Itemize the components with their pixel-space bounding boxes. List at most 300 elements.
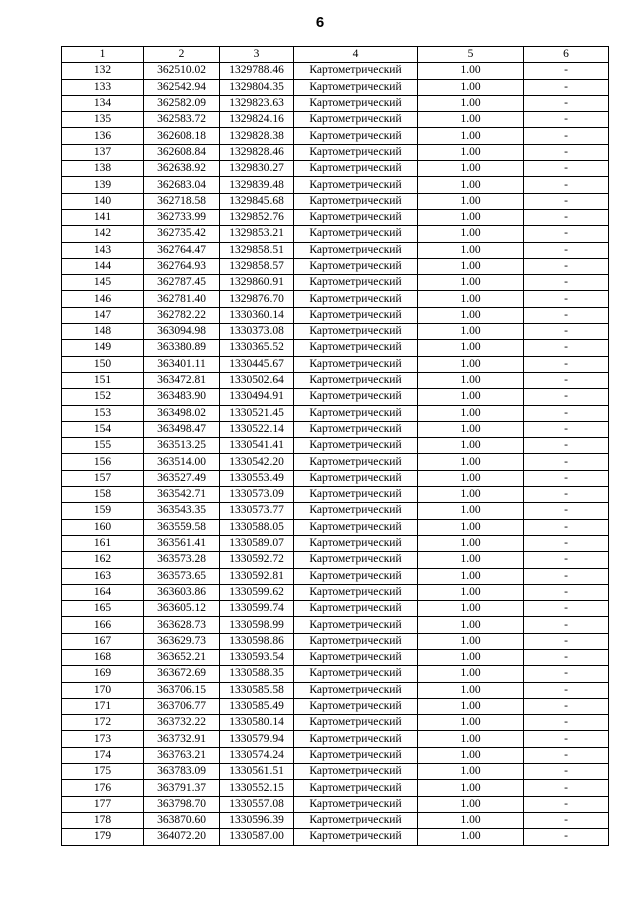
table-row: [62, 747, 609, 763]
table-row: [62, 568, 609, 584]
table-row: [62, 535, 609, 551]
table-row: [62, 715, 609, 731]
point-number-cell: 168: [62, 649, 144, 665]
x-coordinate-cell: 363763.21: [144, 747, 220, 763]
point-number-cell: 159: [62, 503, 144, 519]
y-coordinate-cell: 1329858.51: [220, 242, 294, 258]
table-row: [62, 161, 609, 177]
method-cell: Картометрический: [294, 389, 418, 405]
table-row: [62, 454, 609, 470]
table-header-row: [62, 47, 609, 63]
coordinates-table: [61, 46, 609, 846]
x-coordinate-cell: 362683.04: [144, 177, 220, 193]
accuracy-cell: 1.00: [418, 454, 524, 470]
point-number-cell: 161: [62, 535, 144, 551]
note-cell: -: [524, 568, 609, 584]
point-number-cell: 141: [62, 209, 144, 225]
y-coordinate-cell: 1330522.14: [220, 421, 294, 437]
note-cell: -: [524, 519, 609, 535]
x-coordinate-cell: 363483.90: [144, 389, 220, 405]
accuracy-cell: 1.00: [418, 552, 524, 568]
table-row: [62, 275, 609, 291]
note-cell: -: [524, 79, 609, 95]
table-row: [62, 731, 609, 747]
table-row: [62, 226, 609, 242]
method-cell: Картометрический: [294, 438, 418, 454]
table-row: [62, 405, 609, 421]
y-coordinate-cell: 1330365.52: [220, 340, 294, 356]
x-coordinate-cell: 362787.45: [144, 275, 220, 291]
point-number-cell: 167: [62, 633, 144, 649]
y-coordinate-cell: 1329853.21: [220, 226, 294, 242]
table-row: [62, 438, 609, 454]
x-coordinate-cell: 362764.93: [144, 258, 220, 274]
accuracy-cell: 1.00: [418, 633, 524, 649]
y-coordinate-cell: 1330502.64: [220, 372, 294, 388]
note-cell: -: [524, 242, 609, 258]
method-cell: Картометрический: [294, 324, 418, 340]
table-row: [62, 666, 609, 682]
x-coordinate-cell: 362718.58: [144, 193, 220, 209]
method-cell: Картометрический: [294, 764, 418, 780]
point-number-cell: 160: [62, 519, 144, 535]
note-cell: -: [524, 340, 609, 356]
point-number-cell: 138: [62, 161, 144, 177]
table-row: [62, 698, 609, 714]
point-number-cell: 136: [62, 128, 144, 144]
x-coordinate-cell: 363542.71: [144, 487, 220, 503]
method-cell: Картометрический: [294, 112, 418, 128]
note-cell: -: [524, 698, 609, 714]
table-row: [62, 372, 609, 388]
table-row: [62, 519, 609, 535]
method-cell: Картометрический: [294, 79, 418, 95]
method-cell: Картометрический: [294, 421, 418, 437]
point-number-cell: 164: [62, 584, 144, 600]
column-header: 4: [294, 47, 418, 63]
point-number-cell: 140: [62, 193, 144, 209]
point-number-cell: 147: [62, 307, 144, 323]
method-cell: Картометрический: [294, 454, 418, 470]
method-cell: Картометрический: [294, 372, 418, 388]
x-coordinate-cell: 363628.73: [144, 617, 220, 633]
table-row: [62, 649, 609, 665]
accuracy-cell: 1.00: [418, 258, 524, 274]
y-coordinate-cell: 1330593.54: [220, 649, 294, 665]
x-coordinate-cell: 363527.49: [144, 470, 220, 486]
accuracy-cell: 1.00: [418, 372, 524, 388]
method-cell: Картометрический: [294, 535, 418, 551]
y-coordinate-cell: 1330494.91: [220, 389, 294, 405]
x-coordinate-cell: 362733.99: [144, 209, 220, 225]
y-coordinate-cell: 1330585.49: [220, 698, 294, 714]
method-cell: Картометрический: [294, 601, 418, 617]
column-header: 2: [144, 47, 220, 63]
method-cell: Картометрический: [294, 633, 418, 649]
point-number-cell: 157: [62, 470, 144, 486]
point-number-cell: 135: [62, 112, 144, 128]
note-cell: -: [524, 161, 609, 177]
x-coordinate-cell: 363791.37: [144, 780, 220, 796]
table-row: [62, 291, 609, 307]
table-row: [62, 796, 609, 812]
y-coordinate-cell: 1329852.76: [220, 209, 294, 225]
method-cell: Картометрический: [294, 715, 418, 731]
x-coordinate-cell: 362510.02: [144, 63, 220, 79]
y-coordinate-cell: 1330589.07: [220, 535, 294, 551]
table-row: [62, 421, 609, 437]
note-cell: -: [524, 356, 609, 372]
table-body: [62, 63, 609, 845]
note-cell: -: [524, 307, 609, 323]
method-cell: Картометрический: [294, 193, 418, 209]
note-cell: -: [524, 601, 609, 617]
note-cell: -: [524, 291, 609, 307]
note-cell: -: [524, 487, 609, 503]
accuracy-cell: 1.00: [418, 698, 524, 714]
point-number-cell: 149: [62, 340, 144, 356]
method-cell: Картометрический: [294, 519, 418, 535]
note-cell: -: [524, 324, 609, 340]
point-number-cell: 169: [62, 666, 144, 682]
y-coordinate-cell: 1330542.20: [220, 454, 294, 470]
point-number-cell: 172: [62, 715, 144, 731]
x-coordinate-cell: 363514.00: [144, 454, 220, 470]
x-coordinate-cell: 363573.28: [144, 552, 220, 568]
accuracy-cell: 1.00: [418, 177, 524, 193]
point-number-cell: 151: [62, 372, 144, 388]
accuracy-cell: 1.00: [418, 796, 524, 812]
note-cell: -: [524, 209, 609, 225]
accuracy-cell: 1.00: [418, 682, 524, 698]
accuracy-cell: 1.00: [418, 764, 524, 780]
accuracy-cell: 1.00: [418, 193, 524, 209]
accuracy-cell: 1.00: [418, 421, 524, 437]
method-cell: Картометрический: [294, 307, 418, 323]
table-row: [62, 601, 609, 617]
point-number-cell: 171: [62, 698, 144, 714]
y-coordinate-cell: 1330596.39: [220, 812, 294, 828]
accuracy-cell: 1.00: [418, 568, 524, 584]
accuracy-cell: 1.00: [418, 389, 524, 405]
note-cell: -: [524, 438, 609, 454]
accuracy-cell: 1.00: [418, 63, 524, 79]
column-header: 3: [220, 47, 294, 63]
accuracy-cell: 1.00: [418, 584, 524, 600]
note-cell: -: [524, 829, 609, 845]
x-coordinate-cell: 363401.11: [144, 356, 220, 372]
note-cell: -: [524, 275, 609, 291]
accuracy-cell: 1.00: [418, 356, 524, 372]
x-coordinate-cell: 363559.58: [144, 519, 220, 535]
x-coordinate-cell: 363605.12: [144, 601, 220, 617]
accuracy-cell: 1.00: [418, 324, 524, 340]
accuracy-cell: 1.00: [418, 829, 524, 845]
point-number-cell: 165: [62, 601, 144, 617]
y-coordinate-cell: 1329828.38: [220, 128, 294, 144]
accuracy-cell: 1.00: [418, 780, 524, 796]
table-row: [62, 324, 609, 340]
point-number-cell: 133: [62, 79, 144, 95]
table-row: [62, 144, 609, 160]
note-cell: -: [524, 193, 609, 209]
page-number: 6: [315, 14, 325, 31]
x-coordinate-cell: 362764.47: [144, 242, 220, 258]
table-row: [62, 764, 609, 780]
note-cell: -: [524, 389, 609, 405]
note-cell: -: [524, 454, 609, 470]
method-cell: Картометрический: [294, 666, 418, 682]
x-coordinate-cell: 363652.21: [144, 649, 220, 665]
method-cell: Картометрический: [294, 812, 418, 828]
table-row: [62, 63, 609, 79]
accuracy-cell: 1.00: [418, 715, 524, 731]
note-cell: -: [524, 780, 609, 796]
note-cell: -: [524, 63, 609, 79]
x-coordinate-cell: 363543.35: [144, 503, 220, 519]
y-coordinate-cell: 1329876.70: [220, 291, 294, 307]
method-cell: Картометрический: [294, 503, 418, 519]
table-row: [62, 356, 609, 372]
x-coordinate-cell: 363472.81: [144, 372, 220, 388]
y-coordinate-cell: 1330598.86: [220, 633, 294, 649]
method-cell: Картометрический: [294, 731, 418, 747]
accuracy-cell: 1.00: [418, 340, 524, 356]
note-cell: -: [524, 112, 609, 128]
x-coordinate-cell: 362542.94: [144, 79, 220, 95]
x-coordinate-cell: 363783.09: [144, 764, 220, 780]
point-number-cell: 143: [62, 242, 144, 258]
y-coordinate-cell: 1329845.68: [220, 193, 294, 209]
method-cell: Картометрический: [294, 568, 418, 584]
note-cell: -: [524, 764, 609, 780]
y-coordinate-cell: 1330592.81: [220, 568, 294, 584]
point-number-cell: 146: [62, 291, 144, 307]
method-cell: Картометрический: [294, 209, 418, 225]
point-number-cell: 162: [62, 552, 144, 568]
accuracy-cell: 1.00: [418, 812, 524, 828]
y-coordinate-cell: 1330553.49: [220, 470, 294, 486]
note-cell: -: [524, 812, 609, 828]
y-coordinate-cell: 1329804.35: [220, 79, 294, 95]
column-header: 1: [62, 47, 144, 63]
accuracy-cell: 1.00: [418, 307, 524, 323]
y-coordinate-cell: 1330592.72: [220, 552, 294, 568]
y-coordinate-cell: 1330580.14: [220, 715, 294, 731]
method-cell: Картометрический: [294, 405, 418, 421]
accuracy-cell: 1.00: [418, 128, 524, 144]
note-cell: -: [524, 226, 609, 242]
point-number-cell: 152: [62, 389, 144, 405]
y-coordinate-cell: 1330588.05: [220, 519, 294, 535]
note-cell: -: [524, 128, 609, 144]
point-number-cell: 145: [62, 275, 144, 291]
note-cell: -: [524, 617, 609, 633]
note-cell: -: [524, 177, 609, 193]
accuracy-cell: 1.00: [418, 112, 524, 128]
point-number-cell: 175: [62, 764, 144, 780]
accuracy-cell: 1.00: [418, 503, 524, 519]
point-number-cell: 158: [62, 487, 144, 503]
table-row: [62, 617, 609, 633]
x-coordinate-cell: 363561.41: [144, 535, 220, 551]
note-cell: -: [524, 95, 609, 111]
method-cell: Картометрический: [294, 617, 418, 633]
x-coordinate-cell: 362735.42: [144, 226, 220, 242]
method-cell: Картометрический: [294, 128, 418, 144]
table-row: [62, 552, 609, 568]
note-cell: -: [524, 649, 609, 665]
method-cell: Картометрический: [294, 747, 418, 763]
table-row: [62, 209, 609, 225]
point-number-cell: 156: [62, 454, 144, 470]
x-coordinate-cell: 363498.47: [144, 421, 220, 437]
x-coordinate-cell: 363732.91: [144, 731, 220, 747]
note-cell: -: [524, 584, 609, 600]
y-coordinate-cell: 1330587.00: [220, 829, 294, 845]
y-coordinate-cell: 1330561.51: [220, 764, 294, 780]
method-cell: Картометрический: [294, 161, 418, 177]
y-coordinate-cell: 1329858.57: [220, 258, 294, 274]
accuracy-cell: 1.00: [418, 226, 524, 242]
x-coordinate-cell: 363498.02: [144, 405, 220, 421]
x-coordinate-cell: 363629.73: [144, 633, 220, 649]
method-cell: Картометрический: [294, 829, 418, 845]
point-number-cell: 178: [62, 812, 144, 828]
x-coordinate-cell: 363672.69: [144, 666, 220, 682]
accuracy-cell: 1.00: [418, 242, 524, 258]
note-cell: -: [524, 666, 609, 682]
accuracy-cell: 1.00: [418, 470, 524, 486]
point-number-cell: 174: [62, 747, 144, 763]
accuracy-cell: 1.00: [418, 601, 524, 617]
x-coordinate-cell: 363706.15: [144, 682, 220, 698]
y-coordinate-cell: 1329839.48: [220, 177, 294, 193]
y-coordinate-cell: 1330579.94: [220, 731, 294, 747]
method-cell: Картометрический: [294, 177, 418, 193]
accuracy-cell: 1.00: [418, 666, 524, 682]
table-row: [62, 503, 609, 519]
accuracy-cell: 1.00: [418, 275, 524, 291]
table-row: [62, 112, 609, 128]
y-coordinate-cell: 1329823.63: [220, 95, 294, 111]
point-number-cell: 153: [62, 405, 144, 421]
point-number-cell: 155: [62, 438, 144, 454]
x-coordinate-cell: 363094.98: [144, 324, 220, 340]
table-row: [62, 193, 609, 209]
accuracy-cell: 1.00: [418, 161, 524, 177]
point-number-cell: 148: [62, 324, 144, 340]
x-coordinate-cell: 362781.40: [144, 291, 220, 307]
method-cell: Картометрический: [294, 584, 418, 600]
note-cell: -: [524, 258, 609, 274]
accuracy-cell: 1.00: [418, 438, 524, 454]
accuracy-cell: 1.00: [418, 731, 524, 747]
table-row: [62, 95, 609, 111]
point-number-cell: 154: [62, 421, 144, 437]
y-coordinate-cell: 1329824.16: [220, 112, 294, 128]
note-cell: -: [524, 796, 609, 812]
point-number-cell: 170: [62, 682, 144, 698]
x-coordinate-cell: 362638.92: [144, 161, 220, 177]
method-cell: Картометрический: [294, 682, 418, 698]
table-row: [62, 177, 609, 193]
note-cell: -: [524, 470, 609, 486]
accuracy-cell: 1.00: [418, 747, 524, 763]
point-number-cell: 179: [62, 829, 144, 845]
accuracy-cell: 1.00: [418, 95, 524, 111]
y-coordinate-cell: 1330588.35: [220, 666, 294, 682]
x-coordinate-cell: 363513.25: [144, 438, 220, 454]
note-cell: -: [524, 731, 609, 747]
x-coordinate-cell: 363870.60: [144, 812, 220, 828]
note-cell: -: [524, 552, 609, 568]
table-row: [62, 470, 609, 486]
table-row: [62, 780, 609, 796]
point-number-cell: 134: [62, 95, 144, 111]
y-coordinate-cell: 1330599.62: [220, 584, 294, 600]
x-coordinate-cell: 363573.65: [144, 568, 220, 584]
y-coordinate-cell: 1329860.91: [220, 275, 294, 291]
y-coordinate-cell: 1330599.74: [220, 601, 294, 617]
table-row: [62, 340, 609, 356]
accuracy-cell: 1.00: [418, 649, 524, 665]
point-number-cell: 142: [62, 226, 144, 242]
method-cell: Картометрический: [294, 340, 418, 356]
point-number-cell: 150: [62, 356, 144, 372]
note-cell: -: [524, 421, 609, 437]
table-row: [62, 829, 609, 845]
x-coordinate-cell: 362782.22: [144, 307, 220, 323]
table-row: [62, 79, 609, 95]
table-row: [62, 307, 609, 323]
method-cell: Картометрический: [294, 242, 418, 258]
y-coordinate-cell: 1330521.45: [220, 405, 294, 421]
method-cell: Картометрический: [294, 258, 418, 274]
point-number-cell: 144: [62, 258, 144, 274]
y-coordinate-cell: 1330541.41: [220, 438, 294, 454]
note-cell: -: [524, 633, 609, 649]
method-cell: Картометрический: [294, 698, 418, 714]
accuracy-cell: 1.00: [418, 617, 524, 633]
note-cell: -: [524, 405, 609, 421]
note-cell: -: [524, 682, 609, 698]
method-cell: Картометрический: [294, 63, 418, 79]
method-cell: Картометрический: [294, 291, 418, 307]
point-number-cell: 173: [62, 731, 144, 747]
accuracy-cell: 1.00: [418, 209, 524, 225]
accuracy-cell: 1.00: [418, 405, 524, 421]
table-row: [62, 487, 609, 503]
method-cell: Картометрический: [294, 356, 418, 372]
table-row: [62, 242, 609, 258]
x-coordinate-cell: 362608.84: [144, 144, 220, 160]
x-coordinate-cell: 362582.09: [144, 95, 220, 111]
y-coordinate-cell: 1330585.58: [220, 682, 294, 698]
column-header: 6: [524, 47, 609, 63]
x-coordinate-cell: 363798.70: [144, 796, 220, 812]
note-cell: -: [524, 747, 609, 763]
method-cell: Картометрический: [294, 796, 418, 812]
note-cell: -: [524, 535, 609, 551]
y-coordinate-cell: 1330573.77: [220, 503, 294, 519]
x-coordinate-cell: 362583.72: [144, 112, 220, 128]
point-number-cell: 166: [62, 617, 144, 633]
table-row: [62, 258, 609, 274]
method-cell: Картометрический: [294, 780, 418, 796]
method-cell: Картометрический: [294, 144, 418, 160]
y-coordinate-cell: 1330573.09: [220, 487, 294, 503]
